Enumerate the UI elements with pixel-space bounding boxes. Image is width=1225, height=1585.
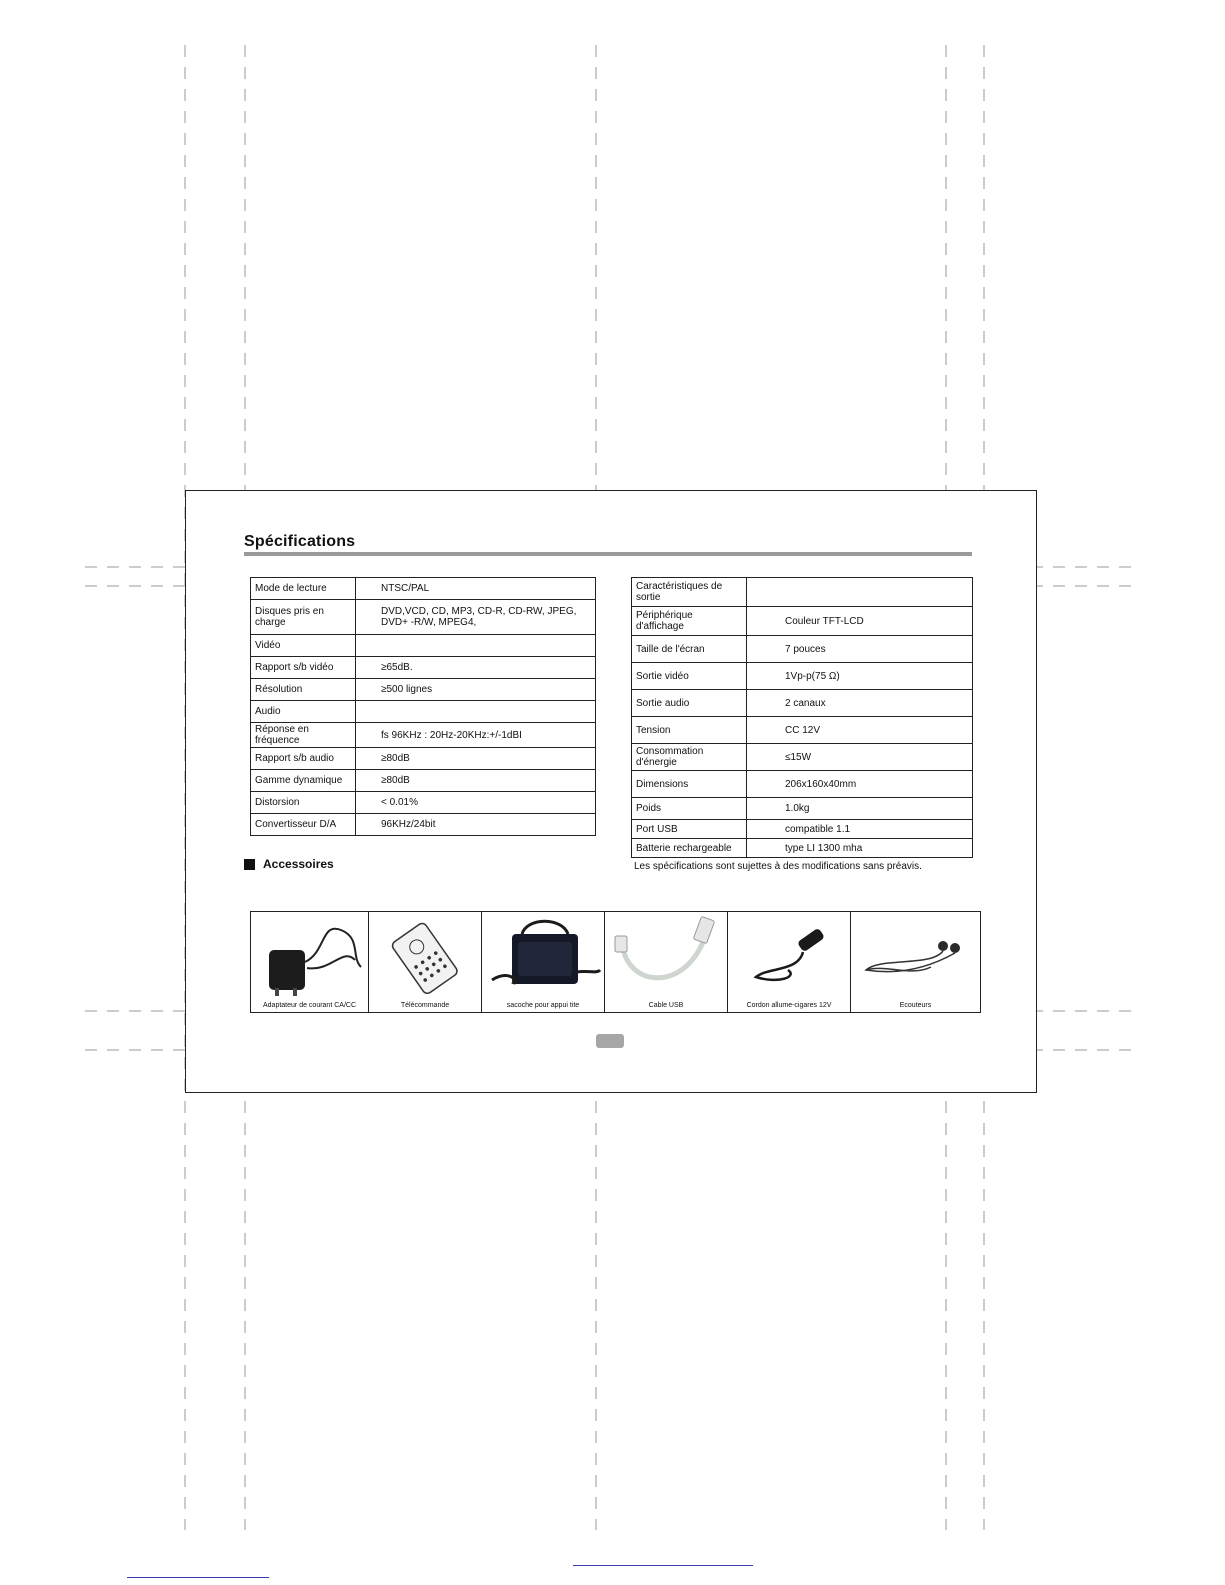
spec-row bbox=[632, 607, 973, 636]
accessories-heading bbox=[244, 857, 334, 871]
spec-row bbox=[632, 578, 973, 607]
spec-value: ≥65dB. bbox=[356, 657, 596, 679]
spec-label: Vidéo bbox=[251, 635, 356, 657]
spec-value: < 0.01% bbox=[356, 792, 596, 814]
spec-row bbox=[632, 771, 973, 798]
spec-label: Port USB bbox=[632, 820, 747, 839]
spec-value: 1Vp-p(75 Ω) bbox=[747, 663, 973, 690]
spec-table-left bbox=[250, 577, 596, 836]
spec-label: Tension bbox=[632, 717, 747, 744]
spec-row bbox=[251, 748, 596, 770]
spec-value: ≥80dB bbox=[356, 770, 596, 792]
spec-value: ≤15W bbox=[747, 744, 973, 771]
accessory-label: Télécommande bbox=[400, 1002, 450, 1009]
spec-row bbox=[632, 663, 973, 690]
spec-value: 96KHz/24bit bbox=[356, 814, 596, 836]
spec-value: type LI 1300 mha bbox=[747, 839, 973, 858]
spec-label: Poids bbox=[632, 798, 747, 820]
page-number-tab bbox=[596, 1034, 624, 1048]
accessories-strip bbox=[250, 911, 981, 1013]
spec-label: Audio bbox=[251, 701, 356, 723]
spec-value: 2 canaux bbox=[747, 690, 973, 717]
spec-label: Convertisseur D/A bbox=[251, 814, 356, 836]
spec-value bbox=[356, 635, 596, 657]
spec-label: Disques pris en charge bbox=[251, 600, 356, 635]
spec-note: Les spécifications sont sujettes à des modifications sans préavis. bbox=[634, 861, 922, 872]
spec-row bbox=[251, 770, 596, 792]
accessory-label: Ecouteurs bbox=[899, 1002, 932, 1009]
spec-page bbox=[185, 490, 1037, 1093]
spec-label: Batterie rechargeable bbox=[632, 839, 747, 858]
spec-label: Mode de lecture bbox=[251, 578, 356, 600]
spec-label: Gamme dynamique bbox=[251, 770, 356, 792]
spec-row bbox=[632, 820, 973, 839]
spec-label: Taille de l'écran bbox=[632, 636, 747, 663]
spec-row bbox=[632, 839, 973, 858]
accessory-item bbox=[728, 912, 851, 1012]
spec-value bbox=[747, 578, 973, 607]
earphones-icon bbox=[851, 912, 980, 1012]
carry-bag-icon bbox=[482, 912, 605, 1012]
power-adapter-icon bbox=[251, 912, 369, 1012]
spec-row bbox=[632, 798, 973, 820]
spec-row bbox=[251, 578, 596, 600]
spec-row bbox=[251, 635, 596, 657]
spec-label: Caractéristiques de sortie bbox=[632, 578, 747, 607]
spec-label: Réponse en fréquence bbox=[251, 723, 356, 748]
spec-value bbox=[356, 701, 596, 723]
remote-control-icon bbox=[369, 912, 482, 1012]
accessory-item bbox=[851, 912, 980, 1012]
spec-value: DVD,VCD, CD, MP3, CD-R, CD-RW, JPEG, DVD+ -R/W, MPEG4, bbox=[356, 600, 596, 635]
accessory-label: Cordon allume-cigares 12V bbox=[746, 1002, 832, 1009]
spec-label: Distorsion bbox=[251, 792, 356, 814]
spec-label: Consommation d'énergie bbox=[632, 744, 747, 771]
spec-row bbox=[632, 744, 973, 771]
spec-value: ≥500 lignes bbox=[356, 679, 596, 701]
spec-value: compatible 1.1 bbox=[747, 820, 973, 839]
spec-label: Périphérique d'affichage bbox=[632, 607, 747, 636]
accessory-item bbox=[605, 912, 728, 1012]
spec-label: Sortie vidéo bbox=[632, 663, 747, 690]
spec-label: Rapport s/b audio bbox=[251, 748, 356, 770]
spec-value: 7 pouces bbox=[747, 636, 973, 663]
spec-table-right bbox=[631, 577, 973, 858]
accessory-label: Cable USB bbox=[648, 1002, 684, 1009]
spec-row bbox=[632, 690, 973, 717]
page-title: Spécifications bbox=[244, 533, 356, 550]
spec-value: 1.0kg bbox=[747, 798, 973, 820]
accessory-label: Adaptateur de courant CA/CC bbox=[263, 1002, 356, 1009]
spec-row bbox=[251, 600, 596, 635]
spec-label: Résolution bbox=[251, 679, 356, 701]
accessory-item bbox=[482, 912, 605, 1012]
car-charger-icon bbox=[728, 912, 851, 1012]
spec-row bbox=[251, 814, 596, 836]
spec-label: Dimensions bbox=[632, 771, 747, 798]
accessory-label: sacoche pour appui tite bbox=[506, 1002, 580, 1009]
spec-value: ≥80dB bbox=[356, 748, 596, 770]
square-bullet-icon bbox=[244, 859, 255, 870]
spec-value: NTSC/PAL bbox=[356, 578, 596, 600]
spec-row bbox=[251, 679, 596, 701]
spec-value: 206x160x40mm bbox=[747, 771, 973, 798]
spec-row bbox=[251, 792, 596, 814]
spec-label: Sortie audio bbox=[632, 690, 747, 717]
spec-value: Couleur TFT-LCD bbox=[747, 607, 973, 636]
title-rule bbox=[244, 552, 972, 556]
spec-row bbox=[251, 657, 596, 679]
spec-row bbox=[632, 717, 973, 744]
accessory-item bbox=[251, 912, 369, 1012]
spec-label: Rapport s/b vidéo bbox=[251, 657, 356, 679]
footer-link-underline bbox=[127, 1577, 269, 1578]
spec-row bbox=[251, 723, 596, 748]
accessories-title: Accessoires bbox=[263, 857, 334, 871]
spec-value: fs 96KHz : 20Hz-20KHz:+/-1dBI bbox=[356, 723, 596, 748]
footer-link-underline bbox=[573, 1565, 753, 1566]
accessory-item bbox=[369, 912, 482, 1012]
spec-row bbox=[251, 701, 596, 723]
spec-value: CC 12V bbox=[747, 717, 973, 744]
spec-row bbox=[632, 636, 973, 663]
usb-cable-icon bbox=[605, 912, 728, 1012]
